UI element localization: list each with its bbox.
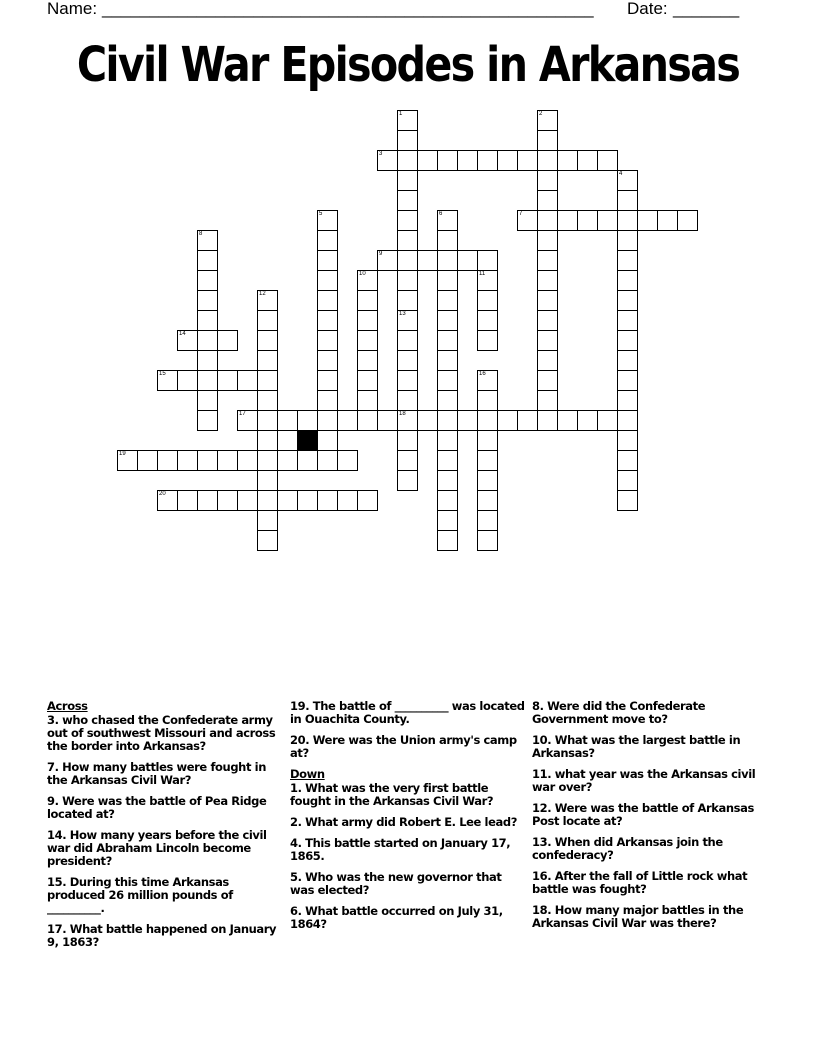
crossword-cell[interactable] (317, 230, 338, 251)
clue-text: This battle started on January 17, 1865. (290, 836, 511, 863)
crossword-cell[interactable] (237, 410, 258, 431)
crossword-cell[interactable] (457, 410, 478, 431)
crossword-cell[interactable] (357, 390, 378, 411)
clue-number: 7. (47, 760, 59, 774)
crossword-cell[interactable] (437, 270, 458, 291)
clue-number: 13. (532, 835, 552, 849)
clue-item (532, 904, 768, 930)
crossword-cell[interactable] (537, 190, 558, 211)
clue-item (290, 837, 526, 863)
crossword-cell[interactable] (397, 330, 418, 351)
clue-number-label: 1 (399, 111, 403, 117)
crossword-cell[interactable] (437, 250, 458, 271)
crossword-cell[interactable] (437, 150, 458, 171)
crossword-cell[interactable] (537, 110, 558, 131)
clue-text: Who was the new governor that was elected? (290, 870, 502, 897)
crossword-cell[interactable] (517, 410, 538, 431)
crossword-cell[interactable] (217, 490, 238, 511)
crossword-cell[interactable] (297, 450, 318, 471)
crossword-cell[interactable] (237, 450, 258, 471)
clue-text: What battle occurred on July 31, 1864? (290, 904, 503, 931)
crossword-cell[interactable] (437, 290, 458, 311)
crossword-cell[interactable] (437, 450, 458, 471)
clue-number-label: 2 (539, 111, 543, 117)
crossword-cell[interactable] (397, 250, 418, 271)
crossword-cell[interactable] (197, 250, 218, 271)
crossword-cell[interactable] (397, 110, 418, 131)
crossword-cell[interactable] (477, 490, 498, 511)
crossword-cell[interactable] (377, 410, 398, 431)
clue-number: 8. (532, 699, 544, 713)
clue-item (532, 802, 768, 828)
crossword-cell[interactable] (597, 410, 618, 431)
crossword-cell[interactable] (277, 490, 298, 511)
crossword-cell[interactable] (317, 370, 338, 391)
crossword-cell[interactable] (497, 410, 518, 431)
clue-number-label: 17 (239, 411, 246, 417)
crossword-cell[interactable] (437, 310, 458, 331)
crossword-cell[interactable] (177, 490, 198, 511)
date-field[interactable]: _______ (673, 0, 740, 18)
crossword-cell[interactable] (317, 410, 338, 431)
clue-item (532, 870, 768, 896)
clue-number-label: 3 (379, 151, 383, 157)
crossword-cell[interactable] (617, 290, 638, 311)
crossword-cell[interactable] (437, 470, 458, 491)
crossword-cell[interactable] (397, 170, 418, 191)
clue-number-label: 16 (479, 371, 486, 377)
crossword-cell[interactable] (517, 210, 538, 231)
crossword-cell[interactable] (197, 390, 218, 411)
crossword-cell[interactable] (237, 370, 258, 391)
crossword-cell[interactable] (617, 410, 638, 431)
clue-item (47, 714, 283, 753)
clue-number: 18. (532, 903, 552, 917)
section-heading: Across (47, 699, 88, 713)
crossword-cell[interactable] (257, 530, 278, 551)
crossword-cell[interactable] (397, 450, 418, 471)
crossword-cell[interactable] (257, 330, 278, 351)
clue-number-label: 19 (119, 451, 126, 457)
crossword-cell[interactable] (477, 250, 498, 271)
crossword-cell[interactable] (257, 470, 278, 491)
crossword-cell[interactable] (337, 490, 358, 511)
clue-item (532, 768, 768, 794)
crossword-cell[interactable] (117, 450, 138, 471)
crossword-cell[interactable] (537, 210, 558, 231)
crossword-cell[interactable] (177, 450, 198, 471)
crossword-cell[interactable] (257, 510, 278, 531)
crossword-cell[interactable] (177, 330, 198, 351)
crossword-cell[interactable] (397, 290, 418, 311)
crossword-cell[interactable] (317, 430, 338, 451)
crossword-cell[interactable] (317, 390, 338, 411)
clue-number-label: 14 (179, 331, 186, 337)
crossword-cell[interactable] (617, 450, 638, 471)
crossword-cell[interactable] (417, 410, 438, 431)
crossword-cell[interactable] (397, 210, 418, 231)
crossword-cell[interactable] (397, 150, 418, 171)
clue-text: After the fall of Little rock what battle was fought? (532, 869, 748, 896)
crossword-cell[interactable] (617, 350, 638, 371)
clue-text: How many battles were fought in the Arkansas Civil War? (47, 760, 266, 787)
crossword-cell[interactable] (257, 410, 278, 431)
crossword-cell[interactable] (257, 370, 278, 391)
crossword-cell[interactable] (197, 350, 218, 371)
crossword-cell[interactable] (357, 270, 378, 291)
crossword-cell[interactable] (257, 350, 278, 371)
crossword-cell[interactable] (577, 210, 598, 231)
crossword-cell[interactable] (617, 270, 638, 291)
crossword-cell[interactable] (317, 250, 338, 271)
crossword-cell[interactable] (317, 270, 338, 291)
crossword-cell[interactable] (577, 410, 598, 431)
page-title: Civil War Episodes in Arkansas (76, 37, 740, 93)
crossword-cell[interactable] (477, 530, 498, 551)
crossword-cell[interactable] (197, 230, 218, 251)
clue-item (290, 700, 526, 726)
clue-item (47, 829, 283, 868)
clue-item (290, 816, 526, 829)
crossword-cell[interactable] (257, 290, 278, 311)
crossword-cell[interactable] (437, 430, 458, 451)
crossword-cell[interactable] (677, 210, 698, 231)
clue-text: When did Arkansas join the confederacy? (532, 835, 723, 862)
crossword-cell[interactable] (537, 290, 558, 311)
clue-text: What army did Robert E. Lee lead? (301, 815, 517, 829)
crossword-cell[interactable] (477, 390, 498, 411)
clue-item (290, 782, 526, 808)
clue-number: 3. (47, 713, 59, 727)
crossword-cell[interactable] (257, 390, 278, 411)
crossword-cell[interactable] (457, 150, 478, 171)
crossword-cell[interactable] (397, 390, 418, 411)
clue-number-label: 7 (519, 211, 523, 217)
crossword-cell[interactable] (477, 430, 498, 451)
crossword-cell[interactable] (537, 150, 558, 171)
crossword-cell[interactable] (437, 530, 458, 551)
crossword-cell[interactable] (377, 150, 398, 171)
crossword-cell[interactable] (317, 330, 338, 351)
crossword-cell[interactable] (197, 410, 218, 431)
crossword-cell[interactable] (477, 470, 498, 491)
crossword-cell[interactable] (137, 450, 158, 471)
clue-number: 20. (290, 733, 310, 747)
clue-number-label: 11 (479, 271, 486, 277)
crossword-cell[interactable] (397, 410, 418, 431)
crossword-cell[interactable] (537, 230, 558, 251)
crossword-cell[interactable] (537, 350, 558, 371)
crossword-cell[interactable] (337, 410, 358, 431)
clue-number-label: 9 (379, 251, 383, 257)
crossword-cell[interactable] (257, 430, 278, 451)
crossword-cell[interactable] (197, 330, 218, 351)
crossword-cell[interactable] (397, 190, 418, 211)
crossword-cell[interactable] (217, 330, 238, 351)
clue-number-label: 13 (399, 311, 406, 317)
crossword-cell[interactable] (417, 150, 438, 171)
clue-number: 14. (47, 828, 67, 842)
crossword-cell[interactable] (397, 270, 418, 291)
crossword-cell[interactable] (237, 490, 258, 511)
clue-item (47, 876, 283, 915)
date-label: Date: (627, 0, 668, 18)
crossword-cell[interactable] (617, 310, 638, 331)
clue-item (47, 923, 283, 949)
clue-text: What was the very first battle fought in the Arkansas Civil War? (290, 781, 494, 808)
crossword-cell[interactable] (537, 390, 558, 411)
crossword-cell[interactable] (597, 210, 618, 231)
clue-number-label: 8 (199, 231, 203, 237)
clue-number-label: 15 (159, 371, 166, 377)
clue-item (290, 871, 526, 897)
crossword-cell[interactable] (197, 490, 218, 511)
crossword-cell[interactable] (297, 490, 318, 511)
crossword-cell[interactable] (617, 430, 638, 451)
clue-number: 1. (290, 781, 302, 795)
crossword-cell[interactable] (537, 250, 558, 271)
clue-number: 5. (290, 870, 302, 884)
clue-number: 6. (290, 904, 302, 918)
crossword-cell[interactable] (617, 190, 638, 211)
crossword-cell[interactable] (617, 370, 638, 391)
crossword-cell[interactable] (617, 230, 638, 251)
crossword-cell[interactable] (537, 410, 558, 431)
clue-text: During this time Arkansas produced 26 million pounds of __________. (47, 875, 233, 915)
crossword-cell[interactable] (257, 450, 278, 471)
clue-number-label: 20 (159, 491, 166, 497)
crossword-cell[interactable] (617, 250, 638, 271)
crossword-cell[interactable] (197, 450, 218, 471)
clue-text: Were was the battle of Pea Ridge located at? (47, 794, 267, 821)
clue-number-label: 4 (619, 171, 623, 177)
crossword-cell[interactable] (437, 210, 458, 231)
crossword-cell[interactable] (357, 350, 378, 371)
clue-number: 15. (47, 875, 67, 889)
crossword-cell[interactable] (157, 490, 178, 511)
crossword-cell[interactable] (337, 450, 358, 471)
crossword-cell[interactable] (217, 370, 238, 391)
clue-number: 19. (290, 699, 310, 713)
crossword-cell[interactable] (437, 510, 458, 531)
crossword-cell[interactable] (357, 370, 378, 391)
clue-text: Were was the Union army's camp at? (290, 733, 517, 760)
crossword-cell[interactable] (377, 250, 398, 271)
crossword-cell[interactable] (637, 210, 658, 231)
crossword-cell[interactable] (217, 450, 238, 471)
crossword-cell[interactable] (397, 130, 418, 151)
crossword-cell[interactable] (397, 430, 418, 451)
crossword-cell[interactable] (197, 370, 218, 391)
crossword-cell[interactable] (197, 270, 218, 291)
clue-number-label: 5 (319, 211, 323, 217)
crossword-cell[interactable] (537, 330, 558, 351)
crossword-cell[interactable] (477, 330, 498, 351)
crossword-cell[interactable] (417, 250, 438, 271)
crossword-cell[interactable] (317, 350, 338, 371)
crossword-cell[interactable] (537, 130, 558, 151)
crossword-cell[interactable] (277, 410, 298, 431)
crossword-cell[interactable] (617, 490, 638, 511)
crossword-cell[interactable] (477, 310, 498, 331)
crossword-cell[interactable] (197, 290, 218, 311)
clue-number: 10. (532, 733, 552, 747)
clue-number-label: 10 (359, 271, 366, 277)
clue-number-label: 18 (399, 411, 406, 417)
crossword-cell[interactable] (617, 330, 638, 351)
clue-text: The battle of __________ was located in Ouachita County. (290, 699, 525, 726)
section-heading: Down (290, 767, 325, 781)
crossword-cell[interactable] (257, 490, 278, 511)
crossword-cell[interactable] (397, 230, 418, 251)
crossword-cell[interactable] (597, 150, 618, 171)
crossword-cell[interactable] (437, 230, 458, 251)
crossword-cell[interactable] (437, 490, 458, 511)
crossword-cell[interactable] (357, 310, 378, 331)
crossword-cell[interactable] (477, 150, 498, 171)
crossword-cell[interactable] (437, 350, 458, 371)
clue-number: 2. (290, 815, 302, 829)
crossword-cell[interactable] (317, 450, 338, 471)
crossword-cell[interactable] (617, 210, 638, 231)
clue-item (47, 761, 283, 787)
clue-number: 16. (532, 869, 552, 883)
clue-item (532, 836, 768, 862)
crossword-cell[interactable] (157, 370, 178, 391)
crossword-cell[interactable] (397, 310, 418, 331)
clue-text: How many major battles in the Arkansas Civil War was there? (532, 903, 744, 930)
crossword-cell[interactable] (317, 210, 338, 231)
crossword-cell[interactable] (497, 150, 518, 171)
name-field[interactable]: ____________________________________________________ (102, 0, 594, 18)
clue-text: Were did the Confederate Government move to? (532, 699, 706, 726)
clue-column (47, 700, 283, 957)
crossword-cell[interactable] (297, 410, 318, 431)
clue-column (532, 700, 768, 938)
crossword-cell[interactable] (617, 470, 638, 491)
clue-item (532, 700, 768, 726)
name-label: Name: (47, 0, 98, 18)
crossword-cell[interactable] (537, 170, 558, 191)
clue-number: 9. (47, 794, 59, 808)
clue-number: 4. (290, 836, 302, 850)
crossword-cell[interactable] (277, 450, 298, 471)
crossword-cell[interactable] (537, 270, 558, 291)
crossword-cell[interactable] (157, 450, 178, 471)
crossword-cell[interactable] (317, 490, 338, 511)
clue-item (47, 795, 283, 821)
crossword-cell[interactable] (477, 290, 498, 311)
crossword-cell[interactable] (357, 410, 378, 431)
clue-text: what year was the Arkansas civil war over? (532, 767, 756, 794)
clue-item (290, 905, 526, 931)
clue-item (532, 734, 768, 760)
clue-column (290, 700, 526, 939)
crossword-cell[interactable] (577, 150, 598, 171)
crossword-cell[interactable] (537, 310, 558, 331)
clue-text: What battle happened on January 9, 1863? (47, 922, 277, 949)
crossword-cell[interactable] (477, 370, 498, 391)
crossword-cell[interactable] (357, 290, 378, 311)
crossword-cell[interactable] (617, 390, 638, 411)
crossword-cell[interactable] (557, 150, 578, 171)
crossword-cell[interactable] (357, 330, 378, 351)
crossword-cell[interactable] (317, 290, 338, 311)
crossword-cell[interactable] (357, 490, 378, 511)
crossword-cell[interactable] (397, 350, 418, 371)
black-square (297, 430, 318, 451)
clue-text: who chased the Confederate army out of southwest Missouri and across the border into Arkansas? (47, 713, 276, 753)
clue-number: 17. (47, 922, 67, 936)
crossword-cell[interactable] (617, 170, 638, 191)
clue-text: Were was the battle of Arkansas Post locate at? (532, 801, 754, 828)
crossword-cell[interactable] (457, 250, 478, 271)
crossword-cell[interactable] (477, 270, 498, 291)
clue-text: What was the largest battle in Arkansas? (532, 733, 741, 760)
crossword-cell[interactable] (257, 310, 278, 331)
crossword-cell[interactable] (437, 390, 458, 411)
crossword-cell[interactable] (517, 150, 538, 171)
crossword-cell[interactable] (397, 370, 418, 391)
crossword-cell[interactable] (477, 410, 498, 431)
crossword-cell[interactable] (437, 370, 458, 391)
crossword-cell[interactable] (197, 310, 218, 331)
crossword-cell[interactable] (437, 410, 458, 431)
clue-number: 12. (532, 801, 552, 815)
crossword-cell[interactable] (397, 470, 418, 491)
clue-number: 11. (532, 767, 552, 781)
crossword-cell[interactable] (557, 210, 578, 231)
crossword-cell[interactable] (477, 510, 498, 531)
crossword-cell[interactable] (437, 330, 458, 351)
crossword-cell[interactable] (537, 370, 558, 391)
crossword-cell[interactable] (317, 310, 338, 331)
crossword-cell[interactable] (557, 410, 578, 431)
clue-number-label: 12 (259, 291, 266, 297)
crossword-cell[interactable] (177, 370, 198, 391)
crossword-cell[interactable] (657, 210, 678, 231)
clue-number-label: 6 (439, 211, 443, 217)
crossword-cell[interactable] (477, 450, 498, 471)
clue-text: How many years before the civil war did Abraham Lincoln become president? (47, 828, 267, 868)
clue-item (290, 734, 526, 760)
